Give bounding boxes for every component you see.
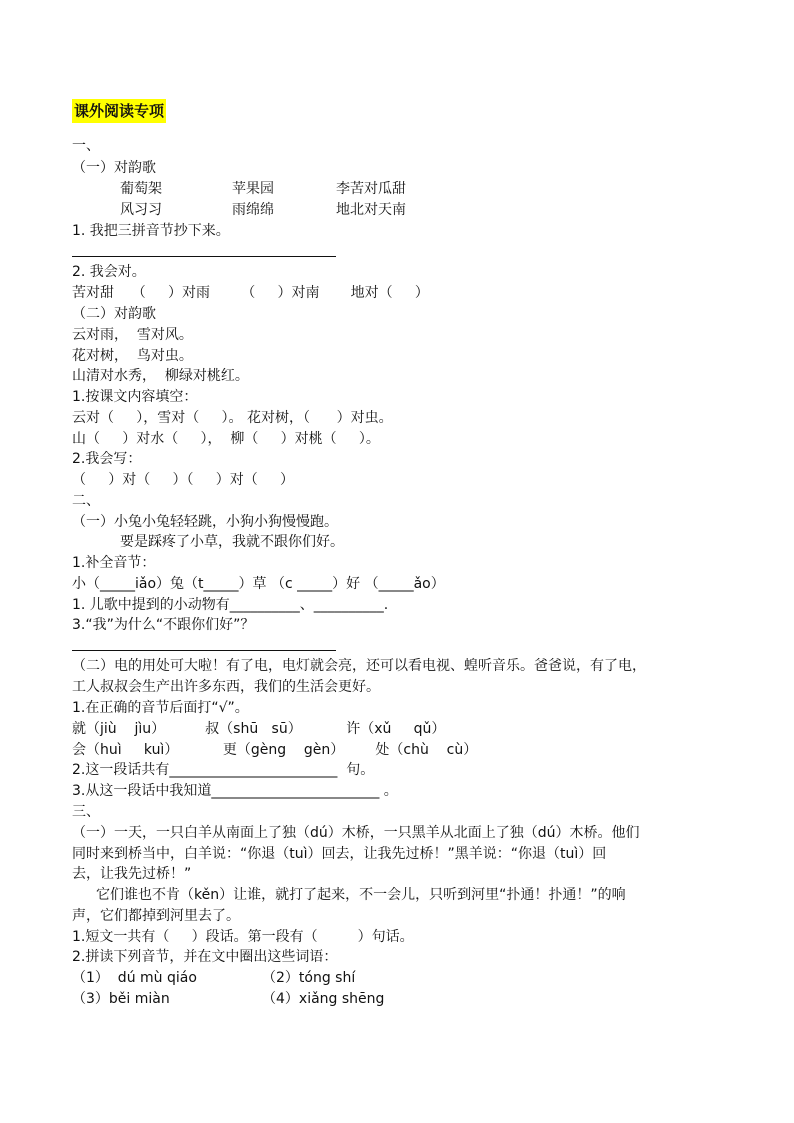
question: 1.在正确的音节后面打“√”。 [72,700,249,716]
poem-word: 风习习 [120,202,162,218]
question: 1. 我把三拼音节抄下来。 [72,223,230,239]
rhyme-line: （一）小兔小兔轻轻跳，小狗小狗慢慢跑。 [72,514,338,530]
section-one-heading: 一、 [72,138,100,154]
pinyin-item: （1） dú mù qiáo [72,970,197,986]
page-title: 课外阅读专项 [72,99,166,123]
pinyin-item: （4）xiǎng shēng [262,991,385,1007]
passage-line: 它们谁也不肯（kěn）让谁，就打了起来，不一会儿，只听到河里“扑通！扑通！”的响 [96,887,626,903]
pinyin-choice-line: 就（jiù jìu） 叔（shū sū） 许（xǔ qǔ） [72,721,446,737]
question: 1.补全音节： [72,555,156,571]
section-three-heading: 三、 [72,804,100,820]
fill-in-line: （ ）对（ ）（ ）对（ ） [72,472,295,488]
pinyin-item: （2）tóng shí [262,970,356,986]
rhyme-line: 要是踩疼了小草，我就不跟你们好。 [120,534,344,550]
question: 2.我会写： [72,451,142,467]
poem-word: 李苦对瓜甜 [336,181,406,197]
question: 1. 儿歌中提到的小动物有__________、__________. [72,597,389,613]
section-two-heading: 二、 [72,493,100,509]
poem-word: 地北对天南 [336,202,406,218]
poem-line: 山清对水秀， 柳绿对桃红。 [72,368,249,384]
fill-in-line: 小（_____iǎo）兔（t_____）草 （c _____）好 （_____ǎo） [72,576,445,592]
poem-word: 苹果园 [232,181,274,197]
passage-line: （一）一天，一只白羊从南面上了独（dú）木桥，一只黑羊从北面上了独（dú）木桥。他们 [72,825,640,841]
passage-line: 同时来到桥当中，白羊说：“你退（tuì）回去，让我先过桥！”黑羊说：“你退（tuì）回 [72,846,607,862]
question: 2.这一段话共有________________________ 句。 [72,762,375,778]
fill-in-line: 苦对甜 （ ）对雨 （ ）对南 地对（ ） [72,285,429,301]
fill-in-line: 云对（ ），雪对（ ）。 花对树，（ ）对虫。 [72,410,393,426]
poem-one-title: （一）对韵歌 [72,160,156,176]
answer-line [72,256,336,257]
pinyin-choice-line: 会（huì kuì） 更（gèng gèn） 处（chù cù） [72,742,478,758]
poem-word: 葡萄架 [120,181,162,197]
question: 2.拼读下列音节，并在文中圈出这些词语： [72,949,338,965]
passage-line: （二）电的用处可大啦！有了电，电灯就会亮，还可以看电视、蝗听音乐。爸爸说，有了电， [72,658,646,674]
passage-line: 去，让我先过桥！” [72,866,192,882]
passage-line: 声，它们都掉到河里去了。 [72,908,240,924]
question: 3.从这一段话中我知道________________________ 。 [72,783,398,799]
poem-word: 雨绵绵 [232,202,274,218]
pinyin-item: （3）běi miàn [72,991,170,1007]
poem-two-title: （二）对韵歌 [72,306,156,322]
answer-line [72,650,336,651]
poem-line: 云对雨， 雪对风。 [72,327,193,343]
question: 3.“我”为什么“不跟你们好”？ [72,617,255,633]
poem-line: 花对树， 鸟对虫。 [72,348,193,364]
question: 2. 我会对。 [72,264,146,280]
question: 1.按课文内容填空： [72,389,198,405]
passage-line: 工人叔叔会生产出许多东西，我们的生活会更好。 [72,679,380,695]
fill-in-line: 山（ ）对水（ ）， 柳（ ）对桃（ ）。 [72,431,380,447]
question: 1.短文一共有（ ）段话。第一段有（ ）句话。 [72,929,414,945]
